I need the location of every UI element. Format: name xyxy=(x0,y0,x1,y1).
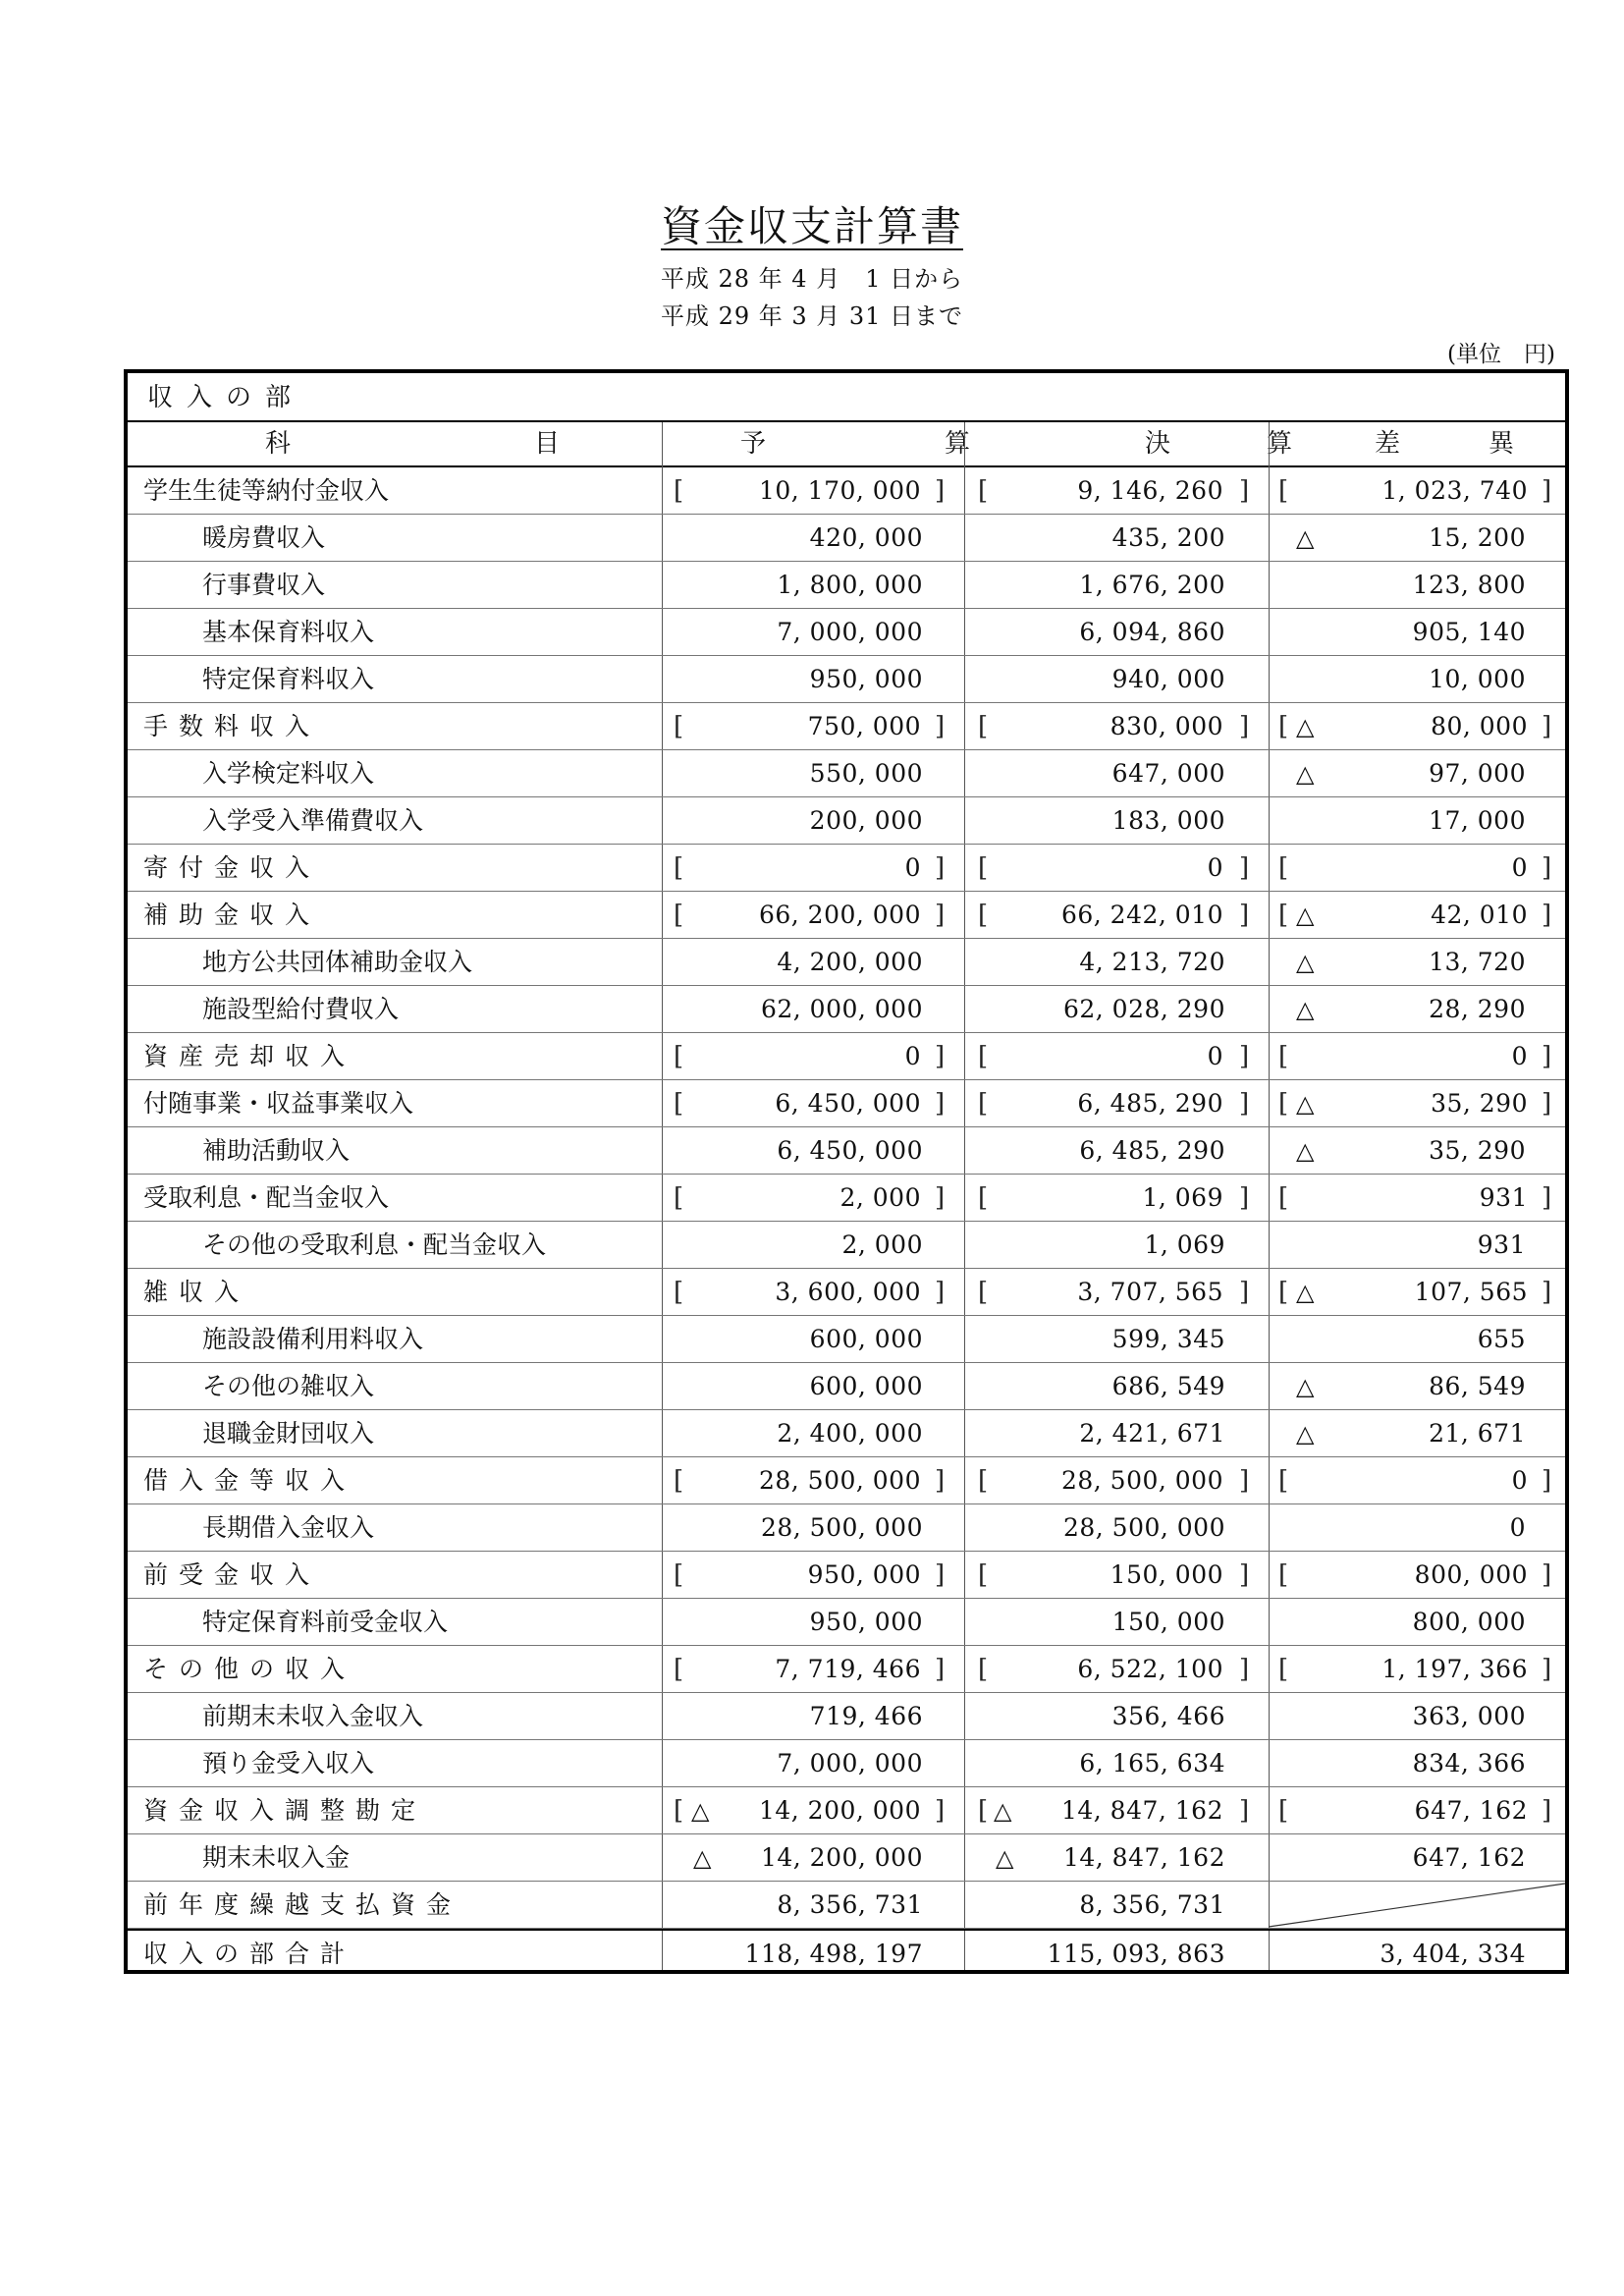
table-row xyxy=(128,1693,1565,1740)
actual-value: 3, 707, 565 xyxy=(1077,1278,1223,1306)
bracket-close: ] xyxy=(935,853,946,883)
budget-value: 62, 000, 000 xyxy=(760,995,923,1023)
actual-value: 28, 500, 000 xyxy=(1060,1466,1223,1495)
bracket-close: ] xyxy=(1239,1089,1250,1119)
row-subject: 資金収入調整勘定 xyxy=(143,1796,427,1825)
actual-value: 6, 485, 290 xyxy=(1079,1136,1225,1165)
table-row xyxy=(128,1787,1565,1834)
budget-value: 28, 500, 000 xyxy=(760,1513,923,1542)
budget-value: 0 xyxy=(904,1042,921,1070)
difference-value: 107, 565 xyxy=(1414,1278,1528,1306)
bracket-close: ] xyxy=(1239,853,1250,883)
budget-value: 7, 000, 000 xyxy=(777,618,923,646)
row-subject: 前受金収入 xyxy=(143,1560,321,1589)
period-from: 平成 28 年 4 月 1 日から xyxy=(660,265,964,293)
bracket-open: [ xyxy=(1278,1655,1289,1684)
actual-value: 599, 345 xyxy=(1111,1325,1225,1353)
row-subject: 施設型給付費収入 xyxy=(202,995,400,1023)
row-subject: 資産売却収入 xyxy=(143,1042,356,1070)
row-subject: 期末未収入金 xyxy=(202,1843,351,1872)
difference-value: 800, 000 xyxy=(1414,1560,1528,1589)
table-row xyxy=(128,515,1565,562)
difference-value: 0 xyxy=(1511,1042,1528,1070)
difference-value: 0 xyxy=(1509,1513,1526,1542)
triangle-icon: △ xyxy=(1296,524,1315,552)
actual-value: 647, 000 xyxy=(1111,759,1225,788)
difference-value: 931 xyxy=(1477,1230,1526,1259)
bracket-open: [ xyxy=(1278,1183,1289,1213)
triangle-icon: △ xyxy=(1296,760,1315,788)
difference-value: 97, 000 xyxy=(1429,759,1526,788)
actual-value: 2, 421, 671 xyxy=(1079,1419,1225,1448)
bracket-close: ] xyxy=(935,1042,946,1071)
bracket-close: ] xyxy=(935,901,946,930)
bracket-close: ] xyxy=(935,1796,946,1826)
budget-value: 950, 000 xyxy=(809,1608,923,1636)
bracket-open: [ xyxy=(674,476,684,506)
bracket-close: ] xyxy=(1542,1278,1552,1307)
actual-value: 940, 000 xyxy=(1111,665,1225,693)
table-row xyxy=(128,986,1565,1033)
bracket-open: [ xyxy=(1278,901,1289,930)
table-row xyxy=(128,845,1565,892)
difference-value: 123, 800 xyxy=(1412,571,1526,599)
bracket-close: ] xyxy=(1239,1183,1250,1213)
actual-value: 8, 356, 731 xyxy=(1079,1890,1225,1919)
bracket-close: ] xyxy=(935,1655,946,1684)
row-subject: 前年度繰越支払資金 xyxy=(143,1890,462,1919)
table-row xyxy=(128,1457,1565,1504)
row-subject: 行事費収入 xyxy=(202,571,326,599)
bracket-open: [ xyxy=(978,853,989,883)
bracket-open: [ xyxy=(978,1042,989,1071)
bracket-open: [ xyxy=(1278,1042,1289,1071)
bracket-close: ] xyxy=(1239,476,1250,506)
row-subject: 付随事業・収益事業収入 xyxy=(143,1089,414,1118)
bracket-close: ] xyxy=(1239,1796,1250,1826)
bracket-close: ] xyxy=(1542,1560,1552,1590)
actual-value: 14, 847, 162 xyxy=(1060,1796,1223,1825)
budget-value: 200, 000 xyxy=(809,806,923,835)
table-row xyxy=(128,1127,1565,1175)
actual-value: 686, 549 xyxy=(1111,1372,1225,1400)
bracket-open: [ xyxy=(674,1796,684,1826)
table-row xyxy=(128,1740,1565,1787)
difference-value: 80, 000 xyxy=(1431,712,1528,740)
row-subject: 退職金財団収入 xyxy=(202,1419,375,1448)
bracket-open: [ xyxy=(674,853,684,883)
bracket-close: ] xyxy=(1542,853,1552,883)
table-row xyxy=(128,1222,1565,1269)
section-label: 収入の部 xyxy=(128,373,1565,422)
triangle-icon: △ xyxy=(691,1797,710,1825)
table-row xyxy=(128,656,1565,703)
bracket-close: ] xyxy=(1542,1042,1552,1071)
bracket-close: ] xyxy=(1542,712,1552,741)
budget-value: 66, 200, 000 xyxy=(758,901,921,929)
table-row xyxy=(128,797,1565,845)
triangle-icon: △ xyxy=(1296,1373,1315,1400)
budget-value: 750, 000 xyxy=(807,712,921,740)
bracket-close: ] xyxy=(1239,1655,1250,1684)
table-body xyxy=(128,467,1565,1976)
budget-value: 7, 719, 466 xyxy=(775,1655,921,1683)
bracket-open: [ xyxy=(674,1655,684,1684)
row-subject: 入学受入準備費収入 xyxy=(202,806,424,835)
row-subject: 長期借入金収入 xyxy=(202,1513,375,1542)
budget-value: 719, 466 xyxy=(809,1702,923,1730)
budget-value: 2, 000 xyxy=(839,1183,921,1212)
bracket-close: ] xyxy=(1542,1796,1552,1826)
actual-value: 435, 200 xyxy=(1111,523,1225,552)
actual-value: 150, 000 xyxy=(1111,1608,1225,1636)
bracket-open: [ xyxy=(1278,1089,1289,1119)
row-subject: 特定保育料収入 xyxy=(202,665,375,693)
header-actual: 決 算 xyxy=(1145,429,1292,459)
row-subject: 借入金等収入 xyxy=(143,1466,356,1495)
difference-value: 3, 404, 334 xyxy=(1380,1940,1526,1968)
difference-value: 21, 671 xyxy=(1429,1419,1526,1448)
budget-value: 1, 800, 000 xyxy=(777,571,923,599)
difference-value: 834, 366 xyxy=(1412,1749,1526,1777)
budget-value: 14, 200, 000 xyxy=(758,1796,921,1825)
bracket-open: [ xyxy=(674,712,684,741)
difference-value: 15, 200 xyxy=(1429,523,1526,552)
actual-value: 9, 146, 260 xyxy=(1077,476,1223,505)
difference-value: 42, 010 xyxy=(1431,901,1528,929)
budget-value: 420, 000 xyxy=(809,523,923,552)
row-subject: その他の収入 xyxy=(143,1655,356,1683)
budget-value: 600, 000 xyxy=(809,1372,923,1400)
table-row xyxy=(128,1033,1565,1080)
bracket-close: ] xyxy=(1542,1183,1552,1213)
triangle-icon: △ xyxy=(1296,1279,1315,1306)
bracket-close: ] xyxy=(935,1560,946,1590)
table-row xyxy=(128,467,1565,515)
difference-value: 1, 023, 740 xyxy=(1381,476,1528,505)
actual-value: 14, 847, 162 xyxy=(1062,1843,1225,1872)
table-row xyxy=(128,1410,1565,1457)
row-subject: 雑収入 xyxy=(143,1278,250,1306)
budget-value: 950, 000 xyxy=(809,665,923,693)
budget-value: 8, 356, 731 xyxy=(777,1890,923,1919)
bracket-open: [ xyxy=(1278,853,1289,883)
bracket-open: [ xyxy=(674,1042,684,1071)
bracket-open: [ xyxy=(674,1183,684,1213)
row-subject: 預り金受入収入 xyxy=(202,1749,375,1777)
bracket-close: ] xyxy=(1239,901,1250,930)
header-diff: 差 異 xyxy=(1375,429,1514,459)
table-row xyxy=(128,609,1565,656)
actual-value: 115, 093, 863 xyxy=(1047,1940,1225,1968)
difference-value: 800, 000 xyxy=(1412,1608,1526,1636)
bracket-close: ] xyxy=(1542,901,1552,930)
income-table xyxy=(124,369,1569,1974)
bracket-open: [ xyxy=(674,1466,684,1496)
bracket-open: [ xyxy=(978,901,989,930)
table-row xyxy=(128,1599,1565,1646)
budget-value: 950, 000 xyxy=(807,1560,921,1589)
triangle-icon: △ xyxy=(1296,1090,1315,1118)
bracket-open: [ xyxy=(1278,1796,1289,1826)
bracket-open: [ xyxy=(978,476,989,506)
header-subject: 科 目 xyxy=(265,429,560,459)
table-row xyxy=(128,1269,1565,1316)
difference-value: 13, 720 xyxy=(1429,948,1526,976)
bracket-close: ] xyxy=(935,1466,946,1496)
bracket-open: [ xyxy=(1278,1466,1289,1496)
row-subject: 前期末未収入金収入 xyxy=(202,1702,424,1730)
actual-value: 6, 485, 290 xyxy=(1077,1089,1223,1118)
difference-value: 35, 290 xyxy=(1429,1136,1526,1165)
bracket-open: [ xyxy=(1278,1278,1289,1307)
table-row xyxy=(128,1552,1565,1599)
row-subject: 補助活動収入 xyxy=(202,1136,351,1165)
budget-value: 2, 400, 000 xyxy=(777,1419,923,1448)
actual-value: 0 xyxy=(1207,1042,1223,1070)
budget-value: 7, 000, 000 xyxy=(777,1749,923,1777)
actual-value: 1, 069 xyxy=(1144,1230,1225,1259)
bracket-open: [ xyxy=(1278,712,1289,741)
bracket-close: ] xyxy=(1542,1655,1552,1684)
row-subject: 基本保育料収入 xyxy=(202,618,375,646)
bracket-open: [ xyxy=(674,901,684,930)
unit-label: (単位 円) xyxy=(1447,342,1555,367)
difference-value: 931 xyxy=(1479,1183,1528,1212)
document-title-wrap xyxy=(0,194,1624,253)
table-row xyxy=(128,703,1565,750)
bracket-open: [ xyxy=(674,1278,684,1307)
triangle-icon: △ xyxy=(996,1844,1014,1872)
bracket-open: [ xyxy=(978,712,989,741)
budget-value: 118, 498, 197 xyxy=(744,1940,923,1968)
actual-value: 62, 028, 290 xyxy=(1062,995,1225,1023)
diagonal-slash xyxy=(1269,1882,1565,1929)
budget-value: 3, 600, 000 xyxy=(775,1278,921,1306)
actual-value: 830, 000 xyxy=(1110,712,1223,740)
budget-value: 10, 170, 000 xyxy=(758,476,921,505)
row-subject: その他の受取利息・配当金収入 xyxy=(202,1230,547,1259)
actual-value: 28, 500, 000 xyxy=(1062,1513,1225,1542)
difference-value: 905, 140 xyxy=(1412,618,1526,646)
header-budget: 予 算 xyxy=(740,429,970,459)
bracket-open: [ xyxy=(1278,1560,1289,1590)
triangle-icon: △ xyxy=(1296,713,1315,740)
triangle-icon: △ xyxy=(693,1844,712,1872)
difference-value: 17, 000 xyxy=(1429,806,1526,835)
actual-value: 183, 000 xyxy=(1111,806,1225,835)
actual-value: 6, 522, 100 xyxy=(1077,1655,1223,1683)
difference-value: 0 xyxy=(1511,1466,1528,1495)
row-subject: 補助金収入 xyxy=(143,901,321,929)
budget-value: 550, 000 xyxy=(809,759,923,788)
row-subject: その他の雑収入 xyxy=(202,1372,375,1400)
triangle-icon: △ xyxy=(1296,949,1315,976)
bracket-open: [ xyxy=(978,1560,989,1590)
difference-value: 86, 549 xyxy=(1429,1372,1526,1400)
actual-value: 4, 213, 720 xyxy=(1079,948,1225,976)
table-row xyxy=(128,1175,1565,1222)
bracket-close: ] xyxy=(1239,1560,1250,1590)
budget-value: 6, 450, 000 xyxy=(777,1136,923,1165)
budget-value: 600, 000 xyxy=(809,1325,923,1353)
bracket-open: [ xyxy=(978,1466,989,1496)
bracket-close: ] xyxy=(935,1183,946,1213)
table-row xyxy=(128,1834,1565,1882)
row-subject: 入学検定料収入 xyxy=(202,759,375,788)
actual-value: 150, 000 xyxy=(1110,1560,1223,1589)
row-subject: 受取利息・配当金収入 xyxy=(143,1183,390,1212)
actual-value: 356, 466 xyxy=(1111,1702,1225,1730)
budget-value: 0 xyxy=(904,853,921,882)
table-row xyxy=(128,939,1565,986)
table-row xyxy=(128,1316,1565,1363)
bracket-close: ] xyxy=(935,712,946,741)
difference-value: 647, 162 xyxy=(1412,1843,1526,1872)
bracket-close: ] xyxy=(1239,1042,1250,1071)
bracket-close: ] xyxy=(1239,1278,1250,1307)
table-row xyxy=(128,1882,1565,1929)
bracket-open: [ xyxy=(978,1655,989,1684)
actual-value: 6, 094, 860 xyxy=(1079,618,1225,646)
document-title: 資金収支計算書 xyxy=(660,202,963,250)
bracket-close: ] xyxy=(1239,1466,1250,1496)
bracket-open: [ xyxy=(674,1560,684,1590)
bracket-close: ] xyxy=(1542,1466,1552,1496)
row-subject: 学生生徒等納付金収入 xyxy=(143,476,390,505)
row-subject: 施設設備利用料収入 xyxy=(202,1325,424,1353)
table-row xyxy=(128,1363,1565,1410)
bracket-close: ] xyxy=(935,476,946,506)
table-row xyxy=(128,750,1565,797)
difference-value: 0 xyxy=(1511,853,1528,882)
table-row xyxy=(128,562,1565,609)
difference-value: 647, 162 xyxy=(1414,1796,1528,1825)
budget-value: 14, 200, 000 xyxy=(760,1843,923,1872)
difference-value: 28, 290 xyxy=(1429,995,1526,1023)
bracket-open: [ xyxy=(978,1796,989,1826)
row-subject: 収入の部合計 xyxy=(143,1940,356,1968)
table-row xyxy=(128,1080,1565,1127)
actual-value: 66, 242, 010 xyxy=(1060,901,1223,929)
bracket-open: [ xyxy=(978,1183,989,1213)
bracket-close: ] xyxy=(1239,712,1250,741)
bracket-close: ] xyxy=(1542,476,1552,506)
triangle-icon: △ xyxy=(1296,902,1315,929)
difference-value: 10, 000 xyxy=(1429,665,1526,693)
actual-value: 0 xyxy=(1207,853,1223,882)
row-subject: 寄付金収入 xyxy=(143,853,321,882)
period-to: 平成 29 年 3 月 31 日まで xyxy=(660,302,964,330)
bracket-open: [ xyxy=(978,1089,989,1119)
actual-value: 1, 676, 200 xyxy=(1079,571,1225,599)
row-subject: 暖房費収入 xyxy=(202,523,326,552)
budget-value: 2, 000 xyxy=(841,1230,923,1259)
difference-value: 655 xyxy=(1477,1325,1526,1353)
actual-value: 1, 069 xyxy=(1142,1183,1223,1212)
row-subject: 地方公共団体補助金収入 xyxy=(202,948,473,976)
table-row xyxy=(128,1929,1565,1976)
table-row xyxy=(128,892,1565,939)
bracket-open: [ xyxy=(978,1278,989,1307)
row-subject: 手数料収入 xyxy=(143,712,321,740)
triangle-icon: △ xyxy=(1296,996,1315,1023)
table-header xyxy=(128,422,1565,467)
budget-value: 4, 200, 000 xyxy=(777,948,923,976)
difference-value: 363, 000 xyxy=(1412,1702,1526,1730)
bracket-open: [ xyxy=(1278,476,1289,506)
table-row xyxy=(128,1646,1565,1693)
row-subject: 特定保育料前受金収入 xyxy=(202,1608,449,1636)
bracket-close: ] xyxy=(1542,1089,1552,1119)
table-row xyxy=(128,1504,1565,1552)
difference-value: 1, 197, 366 xyxy=(1381,1655,1528,1683)
triangle-icon: △ xyxy=(1296,1137,1315,1165)
budget-value: 28, 500, 000 xyxy=(758,1466,921,1495)
budget-value: 6, 450, 000 xyxy=(775,1089,921,1118)
bracket-open: [ xyxy=(674,1089,684,1119)
actual-value: 6, 165, 634 xyxy=(1079,1749,1225,1777)
difference-value: 35, 290 xyxy=(1431,1089,1528,1118)
bracket-close: ] xyxy=(935,1089,946,1119)
triangle-icon: △ xyxy=(1296,1420,1315,1448)
bracket-close: ] xyxy=(935,1278,946,1307)
triangle-icon: △ xyxy=(994,1797,1012,1825)
